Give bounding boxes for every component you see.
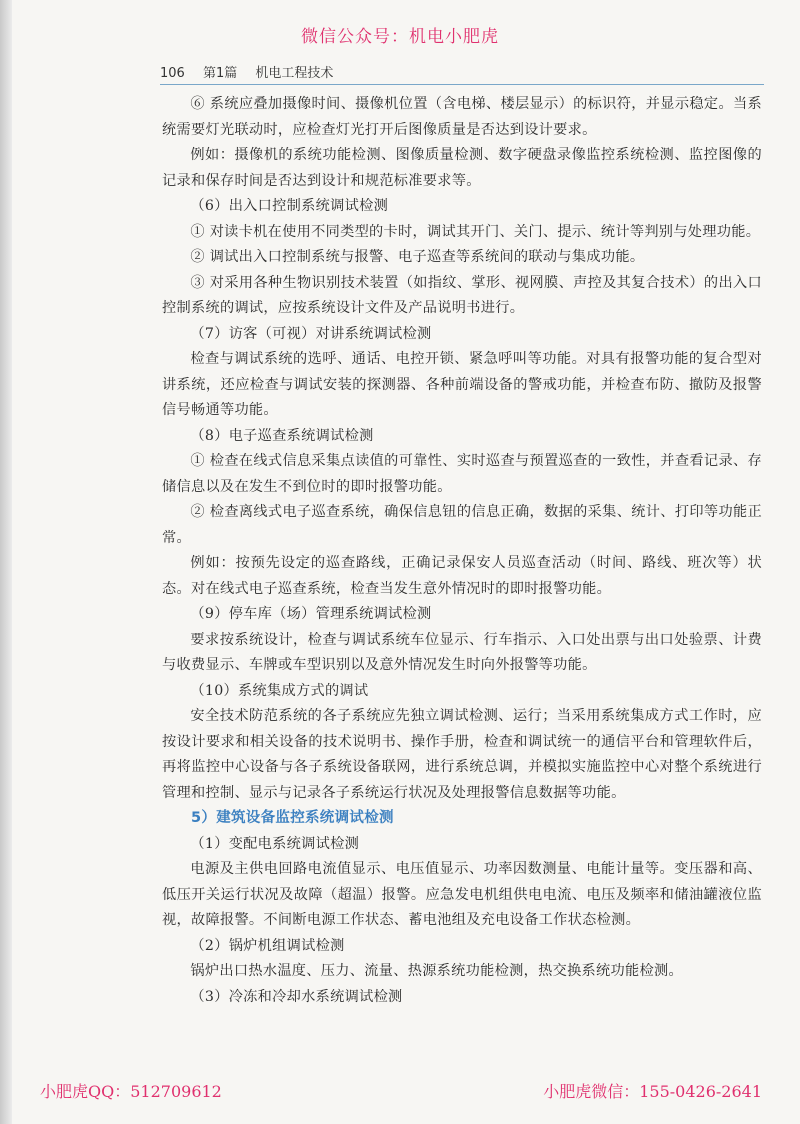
page-body [162,92,762,1010]
paragraph: ② 调试出入口控制系统与报警、电子巡查等系统间的联动与集成功能。 [190,249,645,265]
page-edge-shadow [0,0,12,1124]
part-label: 第1篇 [202,66,238,81]
subsection-heading: （6）出入口控制系统调试检测 [190,198,389,214]
watermark-qq: 小肥虎QQ：512709612 [40,1082,222,1101]
paragraph: ③ 对采用各种生物识别技术装置（如指纹、掌形、视网膜、声控及其复合技术）的出入口控制系统的调试，应按系统设计文件及产品说明书进行。 [162,274,762,316]
section-heading: 5）建筑设备监控系统调试检测 [191,810,394,826]
paragraph: 要求按系统设计，检查与调试系统车位显示、行车指示、入口处出票与出口处验票、计费与收费显示、车牌或车型识别以及意外情况发生时向外报警等功能。 [162,631,762,673]
paragraph: 例如：按预先设定的巡查路线，正确记录保安人员巡查活动（时间、路线、班次等）状态。对在线式电子巡查系统，检查当发生意外情况时的即时报警功能。 [162,555,762,597]
paragraph: 检查与调试系统的选呼、通话、电控开锁、紧急呼叫等功能。对具有报警功能的复合型对讲系统，还应检查与调试安装的探测器、各种前端设备的警戒功能，并检查布防、撤防及报警信号畅通等功能。 [162,351,762,418]
subsection-heading: （8）电子巡查系统调试检测 [190,427,374,444]
paragraph: ② 检查离线式电子巡查系统，确保信息钮的信息正确，数据的采集、统计、打印等功能正常。 [162,504,762,546]
paragraph: 例如：摄像机的系统功能检测、图像质量检测、数字硬盘录像监控系统检测、监控图像的记录和保存时间是否达到设计和规范标准要求等。 [162,147,762,189]
paragraph: 电源及主供电回路电流值显示、电压值显示、功率因数测量、电能计量等。变压器和高、低压开关运行状况及故障（超温）报警。应急发电机组供电电流、电压及频率和储油罐液位监视，故障报警。不间断电源工作状态、蓄电池组及充电设备工作状态检测。 [162,861,762,928]
paragraph: ① 对读卡机在使用不同类型的卡时，调试其开门、关门、提示、统计等判别与处理功能。 [190,223,761,240]
part-title: 机电工程技术 [255,66,334,81]
page-number: 106 [160,66,185,81]
paragraph: ① 检查在线式信息采集点读值的可靠性、实时巡查与预置巡查的一致性，并查看记录、存储信息以及在发生不到位时的即时报警功能。 [162,453,762,495]
paragraph: 锅炉出口热水温度、压力、流量、热源系统功能检测，热交换系统功能检测。 [190,963,683,979]
subsection-heading: （10）系统集成方式的调试 [190,682,369,699]
header-rule [160,84,764,85]
subsection-heading: （3）冷冻和冷却水系统调试检测 [190,988,403,1005]
subsection-heading: （2）锅炉机组调试检测 [190,937,345,954]
paragraph: 安全技术防范系统的各子系统应先独立调试检测、运行；当采用系统集成方式工作时，应按设计要求和相关设备的技术说明书、操作手册，检查和调试统一的通信平台和管理软件后，再将监控中心设备与各子系统设备联网，进行系统总调，并模拟实施监控中心对整个系统进行管理和控制、显示与记录各子系统运行状况及处理报警信息数据等功能。 [162,708,762,801]
subsection-heading: （7）访客（可视）对讲系统调试检测 [190,325,432,342]
paragraph: ⑥ 系统应叠加摄像时间、摄像机位置（含电梯、楼层显示）的标识符，并显示稳定。当系统需要灯光联动时，应检查灯光打开后图像质量是否达到设计要求。 [162,96,762,138]
watermark-top: 微信公众号：机电小肥虎 [301,27,499,47]
running-header [160,62,762,84]
watermark-wechat: 小肥虎微信：155-0426-2641 [543,1082,762,1101]
subsection-heading: （1）变配电系统调试检测 [190,835,360,852]
subsection-heading: （9）停车库（场）管理系统调试检测 [190,606,432,622]
